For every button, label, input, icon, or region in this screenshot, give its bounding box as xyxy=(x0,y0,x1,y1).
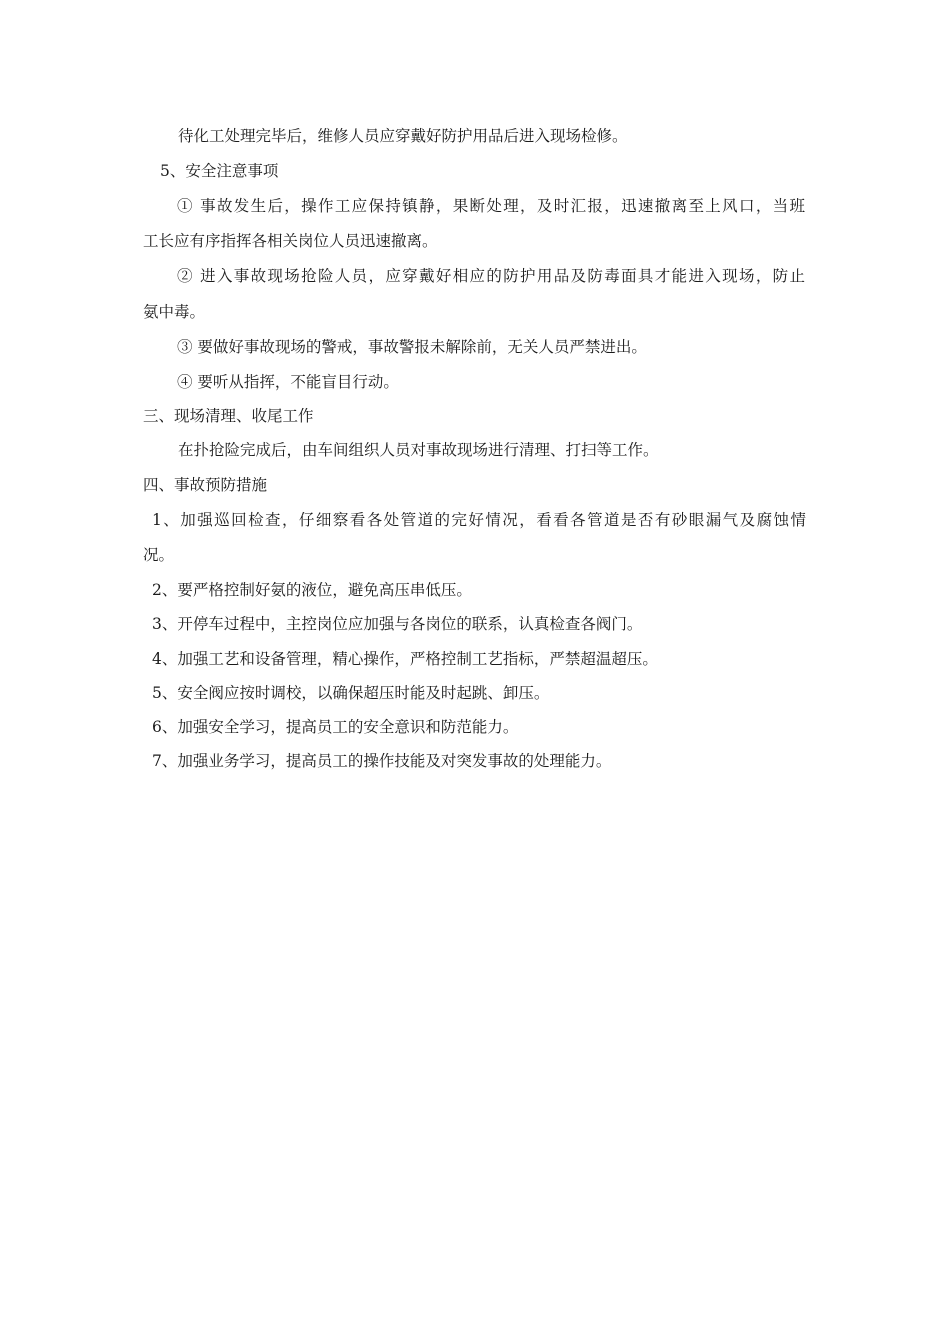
list-item: 5、安全阀应按时调校，以确保超压时能及时起跳、卸压。 xyxy=(152,684,550,702)
list-item: 4、加强工艺和设备管理，精心操作，严格控制工艺指标，严禁超温超压。 xyxy=(152,650,658,668)
paragraph-line: 氨中毒。 xyxy=(143,303,206,321)
list-item: ③ 要做好事故现场的警戒，事故警报未解除前，无关人员严禁进出。 xyxy=(177,338,647,356)
list-item: 6、加强安全学习，提高员工的安全意识和防范能力。 xyxy=(152,718,519,736)
list-item: ② 进入事故现场抢险人员，应穿戴好相应的防护用品及防毒面具才能进入现场，防止 xyxy=(177,267,805,285)
list-item: 2、要严格控制好氨的液位，避免高压串低压。 xyxy=(152,581,472,599)
section-heading: 四、事故预防措施 xyxy=(143,476,268,494)
paragraph-line: 在扑抢险完成后，由车间组织人员对事故现场进行清理、打扫等工作。 xyxy=(178,441,659,459)
list-item: 3、开停车过程中，主控岗位应加强与各岗位的联系，认真检查各阀门。 xyxy=(152,615,643,633)
section-heading: 三、现场清理、收尾工作 xyxy=(143,407,314,425)
list-item: ④ 要听从指挥，不能盲目行动。 xyxy=(177,373,399,391)
list-item: ① 事故发生后，操作工应保持镇静，果断处理，及时汇报，迅速撤离至上风口，当班 xyxy=(177,197,805,215)
list-item: 1、加强巡回检查，仔细察看各处管道的完好情况，看看各管道是否有砂眼漏气及腐蚀情 xyxy=(152,511,806,529)
section-heading: 5、安全注意事项 xyxy=(160,162,279,180)
paragraph-line: 工长应有序指挥各相关岗位人员迅速撤离。 xyxy=(143,232,438,250)
paragraph-line: 况。 xyxy=(143,546,175,564)
paragraph-line: 待化工处理完毕后，维修人员应穿戴好防护用品后进入现场检修。 xyxy=(178,127,628,145)
list-item: 7、加强业务学习，提高员工的操作技能及对突发事故的处理能力。 xyxy=(152,752,612,770)
